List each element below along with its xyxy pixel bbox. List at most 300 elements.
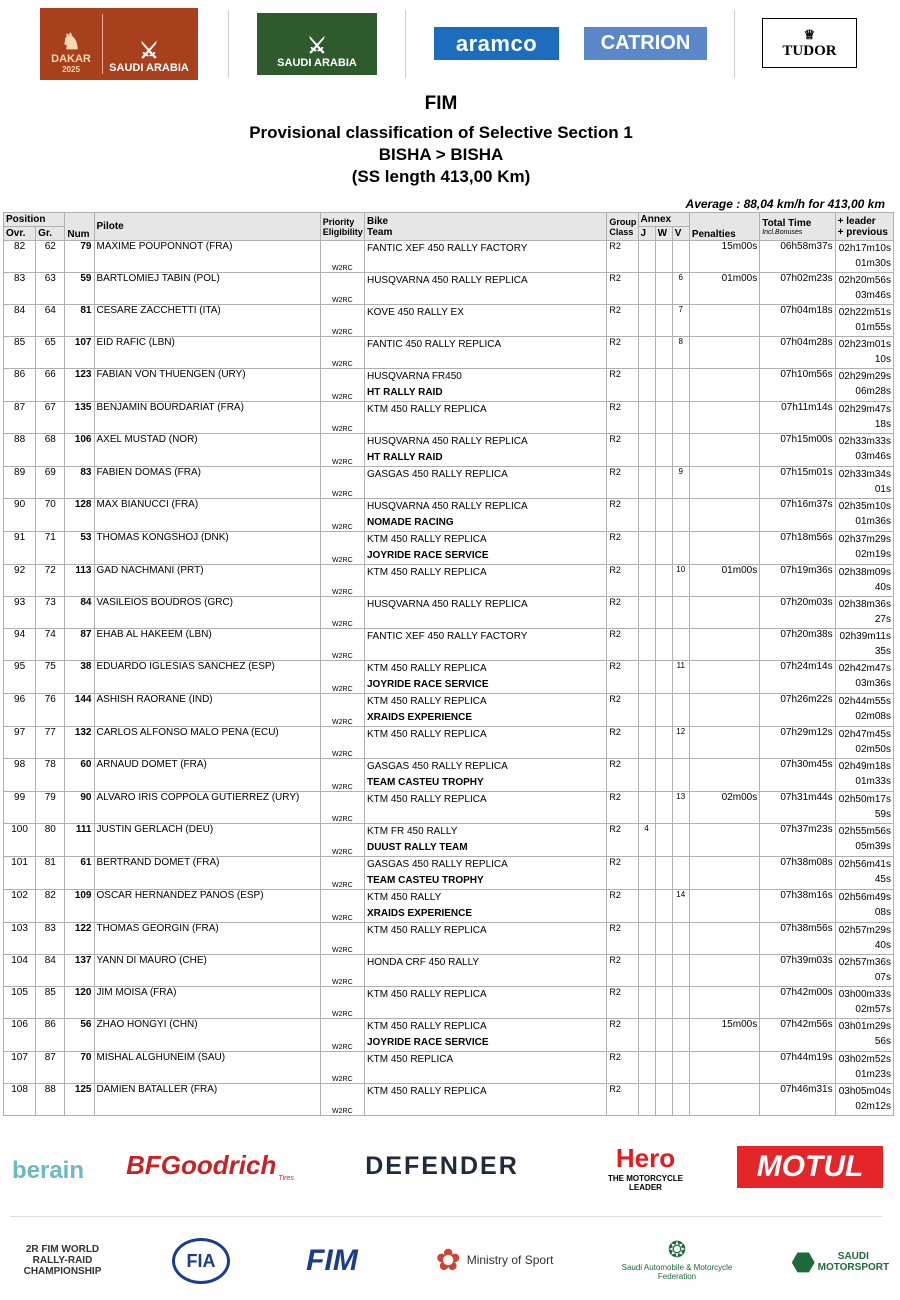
gap-previous: 45s: [874, 874, 891, 885]
header-previous: + previous: [837, 226, 888, 238]
cell-ovr: 84: [4, 305, 36, 337]
gap-previous: 01m23s: [855, 1069, 891, 1080]
cell-pilot: JIM MOISA (FRA): [94, 987, 320, 1019]
cell-num: 87: [65, 629, 94, 661]
cell-pilot: MAXIME POUPONNOT (FRA): [94, 241, 320, 273]
cell-priority: W2RC: [320, 1019, 364, 1052]
cell-gaps: [835, 241, 893, 273]
cell-pilot: BARTLOMIEJ TABIN (POL): [94, 273, 320, 305]
team-name: JOYRIDE RACE SERVICE: [366, 1037, 489, 1048]
cell-ovr: 104: [4, 955, 36, 987]
cell-annex-w: [655, 434, 672, 467]
cell-gaps: [835, 434, 893, 467]
cell-priority: W2RC: [320, 532, 364, 565]
cell-gaps: [835, 467, 893, 499]
bike-name: GASGAS 450 RALLY REPLICA: [366, 469, 508, 480]
cell-annex-w: [655, 694, 672, 727]
table-row: [4, 402, 894, 434]
header-class: Class: [609, 226, 634, 237]
cell-num: 109: [65, 890, 94, 923]
cell-penalties: [689, 337, 759, 369]
cell-group: R2: [607, 1052, 638, 1084]
cell-annex-w: [655, 955, 672, 987]
cell-bike-team: [364, 1052, 606, 1084]
header-logos: [0, 0, 900, 90]
gap-leader: 02h29m47s: [838, 404, 891, 415]
cell-priority: W2RC: [320, 629, 364, 661]
cell-num: 123: [65, 369, 94, 402]
samf-emblem-icon: ❂: [667, 1237, 687, 1262]
cell-penalties: 01m00s: [689, 565, 759, 597]
cell-priority: W2RC: [320, 857, 364, 890]
gap-previous: 02m12s: [855, 1101, 891, 1112]
gap-leader: 03h02m52s: [838, 1054, 891, 1065]
gap-leader: 03h05m04s: [838, 1086, 891, 1097]
cell-total-time: 07h39m03s: [760, 955, 835, 987]
cell-gaps: [835, 305, 893, 337]
cell-ovr: 91: [4, 532, 36, 565]
cell-gaps: [835, 792, 893, 824]
cell-priority: W2RC: [320, 792, 364, 824]
cell-annex-j: [638, 727, 655, 759]
gap-leader: 02h38m36s: [838, 599, 891, 610]
cell-group: R2: [607, 890, 638, 923]
cell-total-time: 07h24m14s: [760, 661, 835, 694]
cell-gr: 77: [36, 727, 65, 759]
header-annex-v: V: [672, 227, 689, 241]
gap-previous: 01m55s: [855, 322, 891, 333]
gap-previous: 03m36s: [855, 678, 891, 689]
bike-name: HUSQVARNA 450 RALLY REPLICA: [366, 599, 528, 610]
table-row: [4, 890, 894, 923]
bike-name: HONDA CRF 450 RALLY: [366, 957, 480, 968]
cell-group: R2: [607, 565, 638, 597]
header-annex-w: W: [655, 227, 672, 241]
gap-leader: 02h29m29s: [838, 371, 891, 382]
cell-total-time: 07h15m00s: [760, 434, 835, 467]
cell-num: 122: [65, 923, 94, 955]
cell-gaps: [835, 532, 893, 565]
cell-bike-team: [364, 369, 606, 402]
table-row: [4, 305, 894, 337]
cell-priority: W2RC: [320, 987, 364, 1019]
header-gr: Gr.: [36, 227, 65, 241]
cell-gr: 64: [36, 305, 65, 337]
cell-gr: 66: [36, 369, 65, 402]
cell-gaps: [835, 273, 893, 305]
cell-annex-j: [638, 759, 655, 792]
stage-length: (SS length 413,00 Km): [351, 167, 531, 186]
cell-ovr: 90: [4, 499, 36, 532]
ministry-logo-text: Ministry of Sport: [466, 1253, 554, 1267]
cell-num: 120: [65, 987, 94, 1019]
table-row: [4, 1052, 894, 1084]
cell-num: 128: [65, 499, 94, 532]
bike-name: KTM 450 RALLY REPLICA: [366, 404, 487, 415]
cell-annex-j: [638, 629, 655, 661]
cell-group: R2: [607, 273, 638, 305]
gap-previous: 01m36s: [855, 516, 891, 527]
cell-annex-j: 4: [638, 824, 655, 857]
cell-penalties: [689, 694, 759, 727]
cell-priority: W2RC: [320, 661, 364, 694]
cell-gr: 76: [36, 694, 65, 727]
cell-annex-w: [655, 499, 672, 532]
cell-annex-j: [638, 694, 655, 727]
gap-leader: 02h55m56s: [838, 826, 891, 837]
bfgoodrich-logo-subtext: Tires: [278, 1175, 294, 1182]
bike-name: KOVE 450 RALLY EX: [366, 307, 464, 318]
cell-annex-w: [655, 337, 672, 369]
bike-name: KTM FR 450 RALLY: [366, 826, 458, 837]
cell-annex-j: [638, 792, 655, 824]
cell-bike-team: [364, 923, 606, 955]
hero-logo-text: Hero: [615, 1142, 676, 1173]
cell-num: 111: [65, 824, 94, 857]
cell-gaps: [835, 661, 893, 694]
table-row: [4, 759, 894, 792]
aramco-logo-text: aramco: [455, 30, 538, 56]
cell-bike-team: [364, 955, 606, 987]
bike-name: KTM 450 RALLY REPLICA: [366, 989, 487, 1000]
cell-group: R2: [607, 955, 638, 987]
cell-annex-v: 7: [672, 305, 689, 337]
cell-annex-v: 10: [672, 565, 689, 597]
cell-gaps: [835, 629, 893, 661]
cell-total-time: 07h42m56s: [760, 1019, 835, 1052]
fim-logo-text: FIM: [306, 1244, 358, 1277]
cell-priority: W2RC: [320, 402, 364, 434]
cell-gaps: [835, 565, 893, 597]
team-name: HT RALLY RAID: [366, 452, 443, 463]
cell-annex-j: [638, 1019, 655, 1052]
team-name: XRAIDS EXPERIENCE: [366, 908, 473, 919]
cell-gr: 74: [36, 629, 65, 661]
cell-gr: 72: [36, 565, 65, 597]
cell-gr: 88: [36, 1084, 65, 1116]
cell-group: R2: [607, 923, 638, 955]
table-row: [4, 499, 894, 532]
cell-annex-w: [655, 597, 672, 629]
cell-annex-j: [638, 987, 655, 1019]
bike-name: KTM 450 RALLY REPLICA: [366, 1021, 487, 1032]
gap-leader: 02h49m18s: [838, 761, 891, 772]
cell-ovr: 93: [4, 597, 36, 629]
header-num: Num: [65, 213, 94, 241]
defender-logo: [337, 1153, 547, 1179]
cell-ovr: 106: [4, 1019, 36, 1052]
cell-annex-v: 13: [672, 792, 689, 824]
header-bike-team: [364, 213, 606, 241]
aramco-logo: [434, 27, 559, 60]
cell-total-time: 07h38m08s: [760, 857, 835, 890]
cell-annex-j: [638, 857, 655, 890]
cell-penalties: [689, 1052, 759, 1084]
cell-group: R2: [607, 759, 638, 792]
gap-leader: 02h22m51s: [838, 307, 891, 318]
cell-priority: W2RC: [320, 241, 364, 273]
cell-pilot: THOMAS KONGSHOJ (DNK): [94, 532, 320, 565]
gap-leader: 03h01m29s: [838, 1021, 891, 1032]
cell-pilot: FABIEN DOMAS (FRA): [94, 467, 320, 499]
cell-group: R2: [607, 369, 638, 402]
cell-penalties: [689, 597, 759, 629]
cell-penalties: [689, 890, 759, 923]
cell-pilot: BENJAMIN BOURDARIAT (FRA): [94, 402, 320, 434]
cell-priority: W2RC: [320, 565, 364, 597]
cell-annex-w: [655, 467, 672, 499]
cell-total-time: 07h10m56s: [760, 369, 835, 402]
cell-pilot: EHAB AL HAKEEM (LBN): [94, 629, 320, 661]
cell-num: 132: [65, 727, 94, 759]
cell-num: 83: [65, 467, 94, 499]
cell-total-time: 07h37m23s: [760, 824, 835, 857]
cell-penalties: 02m00s: [689, 792, 759, 824]
cell-ovr: 96: [4, 694, 36, 727]
bike-name: GASGAS 450 RALLY REPLICA: [366, 859, 508, 870]
cell-group: R2: [607, 857, 638, 890]
gap-leader: 02h35m10s: [838, 501, 891, 512]
cell-priority: W2RC: [320, 923, 364, 955]
cell-num: 135: [65, 402, 94, 434]
saudi-motorsport-logo-text: SAUDI MOTORSPORT: [817, 1251, 890, 1273]
cell-ovr: 98: [4, 759, 36, 792]
cell-annex-w: [655, 629, 672, 661]
cell-bike-team: [364, 532, 606, 565]
cell-pilot: MISHAL ALGHUNEIM (SAU): [94, 1052, 320, 1084]
cell-total-time: 07h18m56s: [760, 532, 835, 565]
cell-ovr: 102: [4, 890, 36, 923]
cell-gr: 79: [36, 792, 65, 824]
cell-priority: W2RC: [320, 337, 364, 369]
gap-previous: 03m46s: [855, 451, 891, 462]
cell-gaps: [835, 1019, 893, 1052]
gap-previous: 07s: [874, 972, 891, 983]
cell-annex-v: 6: [672, 273, 689, 305]
berain-logo-text: berain: [11, 1157, 85, 1184]
cell-annex-w: [655, 273, 672, 305]
header-pilote: Pilote: [94, 213, 320, 241]
cell-penalties: [689, 305, 759, 337]
table-row: [4, 241, 894, 273]
cell-annex-w: [655, 1084, 672, 1116]
cell-bike-team: [364, 694, 606, 727]
cell-annex-j: [638, 499, 655, 532]
cell-annex-w: [655, 661, 672, 694]
gap-previous: 18s: [874, 419, 891, 430]
cell-bike-team: [364, 565, 606, 597]
cell-bike-team: [364, 824, 606, 857]
stage-route: BISHA > BISHA: [378, 145, 504, 164]
cell-annex-j: [638, 923, 655, 955]
table-row: [4, 824, 894, 857]
hero-logo: [593, 1140, 698, 1194]
world-rally-raid-logo-text: 2R FIM WORLD RALLY-RAID CHAMPIONSHIP: [23, 1243, 102, 1277]
gap-previous: 08s: [874, 907, 891, 918]
saudi-arabia-logo: [257, 13, 377, 75]
cell-priority: W2RC: [320, 369, 364, 402]
cell-bike-team: [364, 499, 606, 532]
cell-total-time: 07h30m45s: [760, 759, 835, 792]
cell-num: 56: [65, 1019, 94, 1052]
cell-annex-w: [655, 565, 672, 597]
cell-pilot: ASHISH RAORANE (IND): [94, 694, 320, 727]
cell-annex-w: [655, 532, 672, 565]
cell-pilot: ZHAO HONGYI (CHN): [94, 1019, 320, 1052]
cell-num: 137: [65, 955, 94, 987]
table-row: [4, 273, 894, 305]
cell-gaps: [835, 337, 893, 369]
gap-leader: 02h33m34s: [838, 469, 891, 480]
gap-previous: 02m19s: [855, 549, 891, 560]
cell-bike-team: [364, 857, 606, 890]
cell-pilot: THOMAS GEORGIN (FRA): [94, 923, 320, 955]
header-team: Team: [366, 226, 393, 238]
header-group-class: [607, 213, 638, 241]
cell-group: R2: [607, 694, 638, 727]
cell-annex-w: [655, 792, 672, 824]
cell-gr: 84: [36, 955, 65, 987]
cell-penalties: 01m00s: [689, 273, 759, 305]
cell-annex-w: [655, 987, 672, 1019]
cell-annex-v: 8: [672, 337, 689, 369]
cell-penalties: [689, 923, 759, 955]
logo-separator: [405, 10, 406, 78]
fia-logo-text: FIA: [186, 1250, 216, 1271]
cell-gaps: [835, 369, 893, 402]
header-gaps: [835, 213, 893, 241]
table-row: [4, 1019, 894, 1052]
cell-penalties: [689, 824, 759, 857]
cell-ovr: 108: [4, 1084, 36, 1116]
cell-penalties: [689, 987, 759, 1019]
cell-gr: 83: [36, 923, 65, 955]
cell-bike-team: [364, 727, 606, 759]
gap-previous: 02m50s: [855, 744, 891, 755]
cell-annex-j: [638, 532, 655, 565]
cell-annex-v: [672, 1084, 689, 1116]
defender-logo-text: DEFENDER: [365, 1151, 519, 1180]
header-ovr: Ovr.: [4, 227, 36, 241]
cell-bike-team: [364, 1019, 606, 1052]
cell-ovr: 94: [4, 629, 36, 661]
cell-total-time: 07h11m14s: [760, 402, 835, 434]
cell-gaps: [835, 759, 893, 792]
cell-bike-team: [364, 987, 606, 1019]
cell-priority: W2RC: [320, 890, 364, 923]
cell-annex-j: [638, 1084, 655, 1116]
cell-bike-team: [364, 467, 606, 499]
dakar-logo-country: SAUDI ARABIA: [109, 62, 189, 74]
cell-gaps: [835, 923, 893, 955]
cell-annex-v: [672, 759, 689, 792]
berain-logo: [8, 1136, 88, 1206]
cell-annex-v: 11: [672, 661, 689, 694]
cell-penalties: 15m00s: [689, 241, 759, 273]
dakar-logo-text: DAKAR: [51, 53, 91, 65]
cell-gaps: [835, 1084, 893, 1116]
bike-name: FANTIC XEF 450 RALLY FACTORY: [366, 243, 528, 254]
cell-annex-j: [638, 337, 655, 369]
cell-penalties: [689, 629, 759, 661]
cell-penalties: [689, 759, 759, 792]
cell-annex-v: [672, 532, 689, 565]
table-row: [4, 1084, 894, 1116]
cell-gr: 70: [36, 499, 65, 532]
bike-name: KTM 450 REPLICA: [366, 1054, 454, 1065]
cell-annex-j: [638, 565, 655, 597]
cell-annex-v: [672, 241, 689, 273]
cell-total-time: 07h19m36s: [760, 565, 835, 597]
cell-total-time: 07h26m22s: [760, 694, 835, 727]
cell-pilot: ALVARO IRIS COPPOLA GUTIERREZ (URY): [94, 792, 320, 824]
fim-logo: [292, 1244, 372, 1278]
bike-name: KTM 450 RALLY REPLICA: [366, 567, 487, 578]
cell-ovr: 82: [4, 241, 36, 273]
team-name: JOYRIDE RACE SERVICE: [366, 550, 489, 561]
cell-penalties: [689, 955, 759, 987]
bike-name: HUSQVARNA FR450: [366, 371, 462, 382]
cell-annex-v: 12: [672, 727, 689, 759]
cell-bike-team: [364, 629, 606, 661]
cell-bike-team: [364, 597, 606, 629]
cell-annex-j: [638, 402, 655, 434]
cell-num: 38: [65, 661, 94, 694]
cell-bike-team: [364, 759, 606, 792]
header-total-time-label: Total Time: [762, 217, 812, 229]
cell-total-time: 07h44m19s: [760, 1052, 835, 1084]
cell-bike-team: [364, 305, 606, 337]
cell-pilot: MAX BIANUCCI (FRA): [94, 499, 320, 532]
cell-group: R2: [607, 402, 638, 434]
cell-group: R2: [607, 824, 638, 857]
cell-penalties: [689, 434, 759, 467]
cell-priority: W2RC: [320, 955, 364, 987]
cell-annex-v: [672, 694, 689, 727]
table-header: [4, 213, 894, 241]
hero-logo-subtext: THE MOTORCYCLE LEADER: [608, 1173, 683, 1192]
bfgoodrich-logo-text: BFGoodrich: [126, 1149, 277, 1180]
cell-gr: 69: [36, 467, 65, 499]
cell-gaps: [835, 402, 893, 434]
cell-num: 144: [65, 694, 94, 727]
gap-previous: 05m39s: [855, 841, 891, 852]
cell-annex-v: [672, 1052, 689, 1084]
cell-ovr: 100: [4, 824, 36, 857]
cell-gaps: [835, 955, 893, 987]
ministry-of-sport-logo: [422, 1236, 567, 1284]
saudi-motorsport-emblem-icon: ⬣: [791, 1246, 815, 1277]
cell-group: R2: [607, 241, 638, 273]
cell-annex-w: [655, 857, 672, 890]
team-name: JOYRIDE RACE SERVICE: [366, 679, 489, 690]
cell-group: R2: [607, 499, 638, 532]
gap-previous: 40s: [874, 582, 891, 593]
cell-pilot: FABIAN VON THUENGEN (URY): [94, 369, 320, 402]
cell-penalties: [689, 727, 759, 759]
cell-priority: W2RC: [320, 727, 364, 759]
cell-gr: 86: [36, 1019, 65, 1052]
cell-total-time: 07h15m01s: [760, 467, 835, 499]
gap-previous: 02m08s: [855, 711, 891, 722]
saudi-logo-text: SAUDI ARABIA: [277, 57, 357, 69]
header-position: Position: [4, 213, 65, 227]
cell-ovr: 97: [4, 727, 36, 759]
palm-swords-icon: ⚔: [139, 38, 159, 63]
cell-annex-w: [655, 824, 672, 857]
team-name: NOMADE RACING: [366, 517, 454, 528]
table-row: [4, 532, 894, 565]
